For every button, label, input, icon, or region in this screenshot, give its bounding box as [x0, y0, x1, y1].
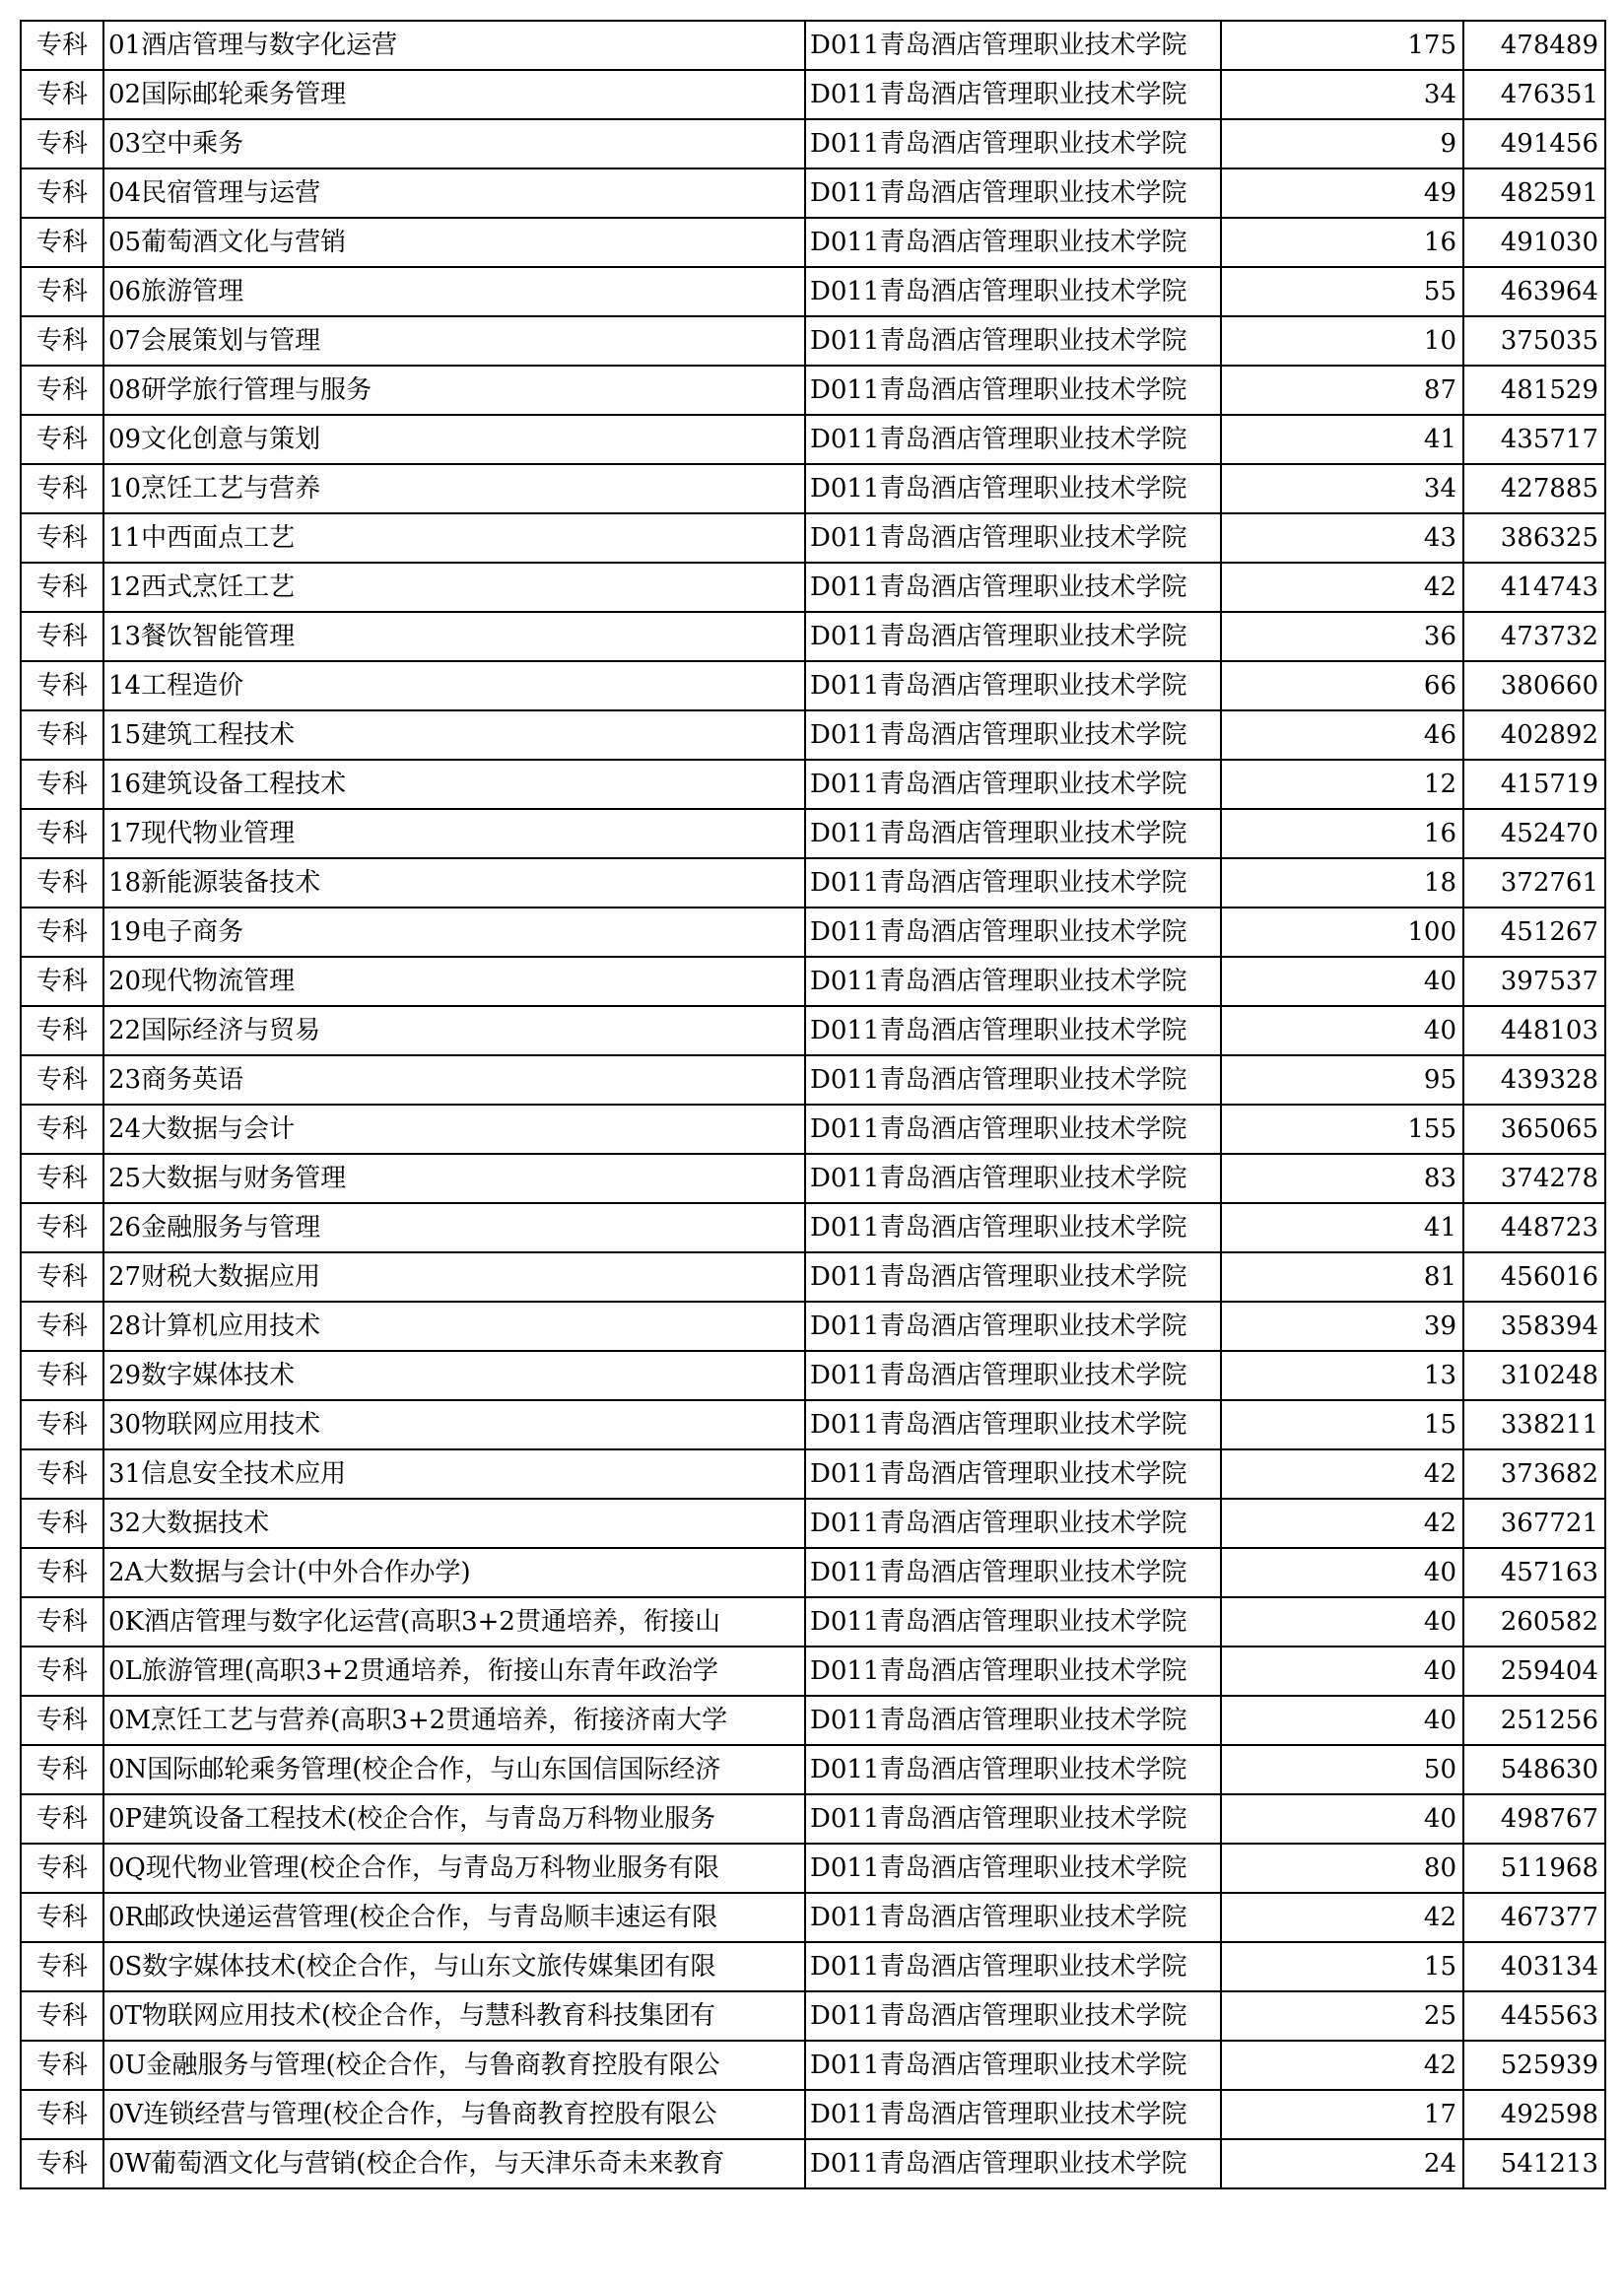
school-cell: D011青岛酒店管理职业技术学院 [805, 1844, 1221, 1893]
plan-count-cell: 13 [1221, 1351, 1463, 1400]
school-cell: D011青岛酒店管理职业技术学院 [805, 464, 1221, 513]
table-row [21, 218, 1605, 267]
major-cell: 22国际经济与贸易 [103, 1006, 805, 1055]
level-cell: 专科 [21, 661, 103, 710]
level-cell: 专科 [21, 366, 103, 415]
table-row [21, 858, 1605, 908]
table-row [21, 1942, 1605, 1991]
table-row [21, 1647, 1605, 1696]
school-cell: D011青岛酒店管理职业技术学院 [805, 661, 1221, 710]
plan-count-cell: 34 [1221, 70, 1463, 119]
major-cell: 0S数字媒体技术(校企合作，与山东文旅传媒集团有限 [103, 1942, 805, 1991]
major-cell: 11中西面点工艺 [103, 513, 805, 563]
level-cell: 专科 [21, 1055, 103, 1105]
min-rank-cell: 511968 [1463, 1844, 1605, 1893]
plan-count-cell: 10 [1221, 316, 1463, 366]
school-cell: D011青岛酒店管理职业技术学院 [805, 1499, 1221, 1548]
min-rank-cell: 397537 [1463, 957, 1605, 1006]
min-rank-cell: 473732 [1463, 612, 1605, 661]
plan-count-cell: 40 [1221, 1006, 1463, 1055]
table-row [21, 1055, 1605, 1105]
level-cell: 专科 [21, 415, 103, 464]
level-cell: 专科 [21, 1942, 103, 1991]
min-rank-cell: 498767 [1463, 1794, 1605, 1844]
major-cell: 0T物联网应用技术(校企合作，与慧科教育科技集团有 [103, 1991, 805, 2041]
plan-count-cell: 95 [1221, 1055, 1463, 1105]
min-rank-cell: 310248 [1463, 1351, 1605, 1400]
plan-count-cell: 80 [1221, 1844, 1463, 1893]
major-cell: 32大数据技术 [103, 1499, 805, 1548]
level-cell: 专科 [21, 267, 103, 316]
school-cell: D011青岛酒店管理职业技术学院 [805, 119, 1221, 168]
plan-count-cell: 100 [1221, 908, 1463, 957]
major-cell: 07会展策划与管理 [103, 316, 805, 366]
min-rank-cell: 481529 [1463, 366, 1605, 415]
table-row [21, 908, 1605, 957]
min-rank-cell: 427885 [1463, 464, 1605, 513]
min-rank-cell: 548630 [1463, 1745, 1605, 1794]
table-row [21, 809, 1605, 858]
plan-count-cell: 175 [1221, 21, 1463, 70]
min-rank-cell: 374278 [1463, 1154, 1605, 1203]
table-row [21, 2041, 1605, 2090]
major-cell: 0M烹饪工艺与营养(高职3+2贯通培养，衔接济南大学 [103, 1696, 805, 1745]
level-cell: 专科 [21, 2041, 103, 2090]
major-cell: 2A大数据与会计(中外合作办学) [103, 1548, 805, 1597]
min-rank-cell: 456016 [1463, 1252, 1605, 1302]
plan-count-cell: 155 [1221, 1105, 1463, 1154]
level-cell: 专科 [21, 2139, 103, 2188]
plan-count-cell: 55 [1221, 267, 1463, 316]
plan-count-cell: 40 [1221, 1647, 1463, 1696]
plan-count-cell: 42 [1221, 1893, 1463, 1942]
major-cell: 25大数据与财务管理 [103, 1154, 805, 1203]
level-cell: 专科 [21, 464, 103, 513]
major-cell: 05葡萄酒文化与营销 [103, 218, 805, 267]
school-cell: D011青岛酒店管理职业技术学院 [805, 809, 1221, 858]
min-rank-cell: 492598 [1463, 2090, 1605, 2139]
school-cell: D011青岛酒店管理职业技术学院 [805, 908, 1221, 957]
major-cell: 12西式烹饪工艺 [103, 563, 805, 612]
major-cell: 0K酒店管理与数字化运营(高职3+2贯通培养，衔接山 [103, 1597, 805, 1647]
plan-count-cell: 34 [1221, 464, 1463, 513]
min-rank-cell: 414743 [1463, 563, 1605, 612]
plan-count-cell: 16 [1221, 809, 1463, 858]
school-cell: D011青岛酒店管理职业技术学院 [805, 957, 1221, 1006]
plan-count-cell: 24 [1221, 2139, 1463, 2188]
table-row [21, 612, 1605, 661]
level-cell: 专科 [21, 513, 103, 563]
level-cell: 专科 [21, 1302, 103, 1351]
school-cell: D011青岛酒店管理职业技术学院 [805, 760, 1221, 809]
plan-count-cell: 42 [1221, 2041, 1463, 2090]
major-cell: 0P建筑设备工程技术(校企合作，与青岛万科物业服务 [103, 1794, 805, 1844]
min-rank-cell: 260582 [1463, 1597, 1605, 1647]
level-cell: 专科 [21, 1449, 103, 1499]
school-cell: D011青岛酒店管理职业技术学院 [805, 612, 1221, 661]
table-row [21, 1203, 1605, 1252]
major-cell: 31信息安全技术应用 [103, 1449, 805, 1499]
school-cell: D011青岛酒店管理职业技术学院 [805, 1991, 1221, 2041]
major-cell: 06旅游管理 [103, 267, 805, 316]
table-row [21, 1991, 1605, 2041]
table-row [21, 1302, 1605, 1351]
min-rank-cell: 403134 [1463, 1942, 1605, 1991]
major-cell: 28计算机应用技术 [103, 1302, 805, 1351]
table-row [21, 415, 1605, 464]
school-cell: D011青岛酒店管理职业技术学院 [805, 1597, 1221, 1647]
school-cell: D011青岛酒店管理职业技术学院 [805, 70, 1221, 119]
table-row [21, 563, 1605, 612]
plan-count-cell: 40 [1221, 1794, 1463, 1844]
level-cell: 专科 [21, 1991, 103, 2041]
major-cell: 24大数据与会计 [103, 1105, 805, 1154]
major-cell: 16建筑设备工程技术 [103, 760, 805, 809]
school-cell: D011青岛酒店管理职业技术学院 [805, 858, 1221, 908]
min-rank-cell: 358394 [1463, 1302, 1605, 1351]
min-rank-cell: 525939 [1463, 2041, 1605, 2090]
major-cell: 04民宿管理与运营 [103, 168, 805, 218]
plan-count-cell: 25 [1221, 1991, 1463, 2041]
level-cell: 专科 [21, 1696, 103, 1745]
min-rank-cell: 478489 [1463, 21, 1605, 70]
min-rank-cell: 338211 [1463, 1400, 1605, 1449]
school-cell: D011青岛酒店管理职业技术学院 [805, 1351, 1221, 1400]
table-row [21, 168, 1605, 218]
table-row [21, 760, 1605, 809]
major-cell: 01酒店管理与数字化运营 [103, 21, 805, 70]
school-cell: D011青岛酒店管理职业技术学院 [805, 1154, 1221, 1203]
plan-count-cell: 49 [1221, 168, 1463, 218]
min-rank-cell: 457163 [1463, 1548, 1605, 1597]
table-row [21, 1844, 1605, 1893]
plan-count-cell: 36 [1221, 612, 1463, 661]
plan-count-cell: 42 [1221, 1499, 1463, 1548]
plan-count-cell: 40 [1221, 957, 1463, 1006]
table-row [21, 119, 1605, 168]
level-cell: 专科 [21, 1203, 103, 1252]
plan-count-cell: 40 [1221, 1548, 1463, 1597]
major-cell: 0L旅游管理(高职3+2贯通培养，衔接山东青年政治学 [103, 1647, 805, 1696]
level-cell: 专科 [21, 612, 103, 661]
major-cell: 0V连锁经营与管理(校企合作，与鲁商教育控股有限公 [103, 2090, 805, 2139]
table-row [21, 1351, 1605, 1400]
school-cell: D011青岛酒店管理职业技术学院 [805, 513, 1221, 563]
school-cell: D011青岛酒店管理职业技术学院 [805, 1252, 1221, 1302]
school-cell: D011青岛酒店管理职业技术学院 [805, 366, 1221, 415]
min-rank-cell: 482591 [1463, 168, 1605, 218]
level-cell: 专科 [21, 908, 103, 957]
level-cell: 专科 [21, 1745, 103, 1794]
major-cell: 09文化创意与策划 [103, 415, 805, 464]
major-cell: 0Q现代物业管理(校企合作，与青岛万科物业服务有限 [103, 1844, 805, 1893]
table-body [21, 21, 1605, 2188]
table-row [21, 2090, 1605, 2139]
min-rank-cell: 451267 [1463, 908, 1605, 957]
min-rank-cell: 452470 [1463, 809, 1605, 858]
table-row [21, 21, 1605, 70]
major-cell: 20现代物流管理 [103, 957, 805, 1006]
major-cell: 18新能源装备技术 [103, 858, 805, 908]
level-cell: 专科 [21, 1105, 103, 1154]
school-cell: D011青岛酒店管理职业技术学院 [805, 415, 1221, 464]
school-cell: D011青岛酒店管理职业技术学院 [805, 1400, 1221, 1449]
major-cell: 0R邮政快递运营管理(校企合作，与青岛顺丰速运有限 [103, 1893, 805, 1942]
level-cell: 专科 [21, 1351, 103, 1400]
major-cell: 0U金融服务与管理(校企合作，与鲁商教育控股有限公 [103, 2041, 805, 2090]
min-rank-cell: 476351 [1463, 70, 1605, 119]
school-cell: D011青岛酒店管理职业技术学院 [805, 1105, 1221, 1154]
plan-count-cell: 15 [1221, 1942, 1463, 1991]
major-cell: 29数字媒体技术 [103, 1351, 805, 1400]
school-cell: D011青岛酒店管理职业技术学院 [805, 1696, 1221, 1745]
min-rank-cell: 439328 [1463, 1055, 1605, 1105]
table-row [21, 267, 1605, 316]
level-cell: 专科 [21, 1794, 103, 1844]
table-row [21, 366, 1605, 415]
min-rank-cell: 380660 [1463, 661, 1605, 710]
table-row [21, 70, 1605, 119]
table-row [21, 1449, 1605, 1499]
table-row [21, 2139, 1605, 2188]
table-row [21, 1597, 1605, 1647]
level-cell: 专科 [21, 1893, 103, 1942]
level-cell: 专科 [21, 168, 103, 218]
level-cell: 专科 [21, 1154, 103, 1203]
min-rank-cell: 435717 [1463, 415, 1605, 464]
min-rank-cell: 373682 [1463, 1449, 1605, 1499]
major-cell: 26金融服务与管理 [103, 1203, 805, 1252]
school-cell: D011青岛酒店管理职业技术学院 [805, 1055, 1221, 1105]
school-cell: D011青岛酒店管理职业技术学院 [805, 563, 1221, 612]
table-row [21, 1745, 1605, 1794]
level-cell: 专科 [21, 1252, 103, 1302]
table-row [21, 464, 1605, 513]
major-cell: 08研学旅行管理与服务 [103, 366, 805, 415]
min-rank-cell: 541213 [1463, 2139, 1605, 2188]
major-cell: 02国际邮轮乘务管理 [103, 70, 805, 119]
min-rank-cell: 375035 [1463, 316, 1605, 366]
level-cell: 专科 [21, 809, 103, 858]
plan-count-cell: 9 [1221, 119, 1463, 168]
major-cell: 27财税大数据应用 [103, 1252, 805, 1302]
school-cell: D011青岛酒店管理职业技术学院 [805, 1745, 1221, 1794]
level-cell: 专科 [21, 1548, 103, 1597]
min-rank-cell: 402892 [1463, 710, 1605, 760]
level-cell: 专科 [21, 2090, 103, 2139]
level-cell: 专科 [21, 1844, 103, 1893]
level-cell: 专科 [21, 957, 103, 1006]
min-rank-cell: 467377 [1463, 1893, 1605, 1942]
min-rank-cell: 367721 [1463, 1499, 1605, 1548]
plan-count-cell: 40 [1221, 1696, 1463, 1745]
school-cell: D011青岛酒店管理职业技术学院 [805, 1942, 1221, 1991]
min-rank-cell: 448723 [1463, 1203, 1605, 1252]
school-cell: D011青岛酒店管理职业技术学院 [805, 2090, 1221, 2139]
school-cell: D011青岛酒店管理职业技术学院 [805, 168, 1221, 218]
major-cell: 03空中乘务 [103, 119, 805, 168]
level-cell: 专科 [21, 1400, 103, 1449]
min-rank-cell: 365065 [1463, 1105, 1605, 1154]
school-cell: D011青岛酒店管理职业技术学院 [805, 1449, 1221, 1499]
plan-count-cell: 18 [1221, 858, 1463, 908]
major-cell: 10烹饪工艺与营养 [103, 464, 805, 513]
table-row [21, 1252, 1605, 1302]
table-row [21, 1499, 1605, 1548]
level-cell: 专科 [21, 858, 103, 908]
table-row [21, 316, 1605, 366]
level-cell: 专科 [21, 316, 103, 366]
plan-count-cell: 17 [1221, 2090, 1463, 2139]
table-row [21, 661, 1605, 710]
level-cell: 专科 [21, 119, 103, 168]
plan-count-cell: 40 [1221, 1597, 1463, 1647]
min-rank-cell: 463964 [1463, 267, 1605, 316]
table-row [21, 1893, 1605, 1942]
plan-count-cell: 43 [1221, 513, 1463, 563]
level-cell: 专科 [21, 563, 103, 612]
school-cell: D011青岛酒店管理职业技术学院 [805, 1794, 1221, 1844]
level-cell: 专科 [21, 1647, 103, 1696]
major-cell: 23商务英语 [103, 1055, 805, 1105]
school-cell: D011青岛酒店管理职业技术学院 [805, 2041, 1221, 2090]
min-rank-cell: 448103 [1463, 1006, 1605, 1055]
school-cell: D011青岛酒店管理职业技术学院 [805, 21, 1221, 70]
plan-count-cell: 46 [1221, 710, 1463, 760]
school-cell: D011青岛酒店管理职业技术学院 [805, 1548, 1221, 1597]
level-cell: 专科 [21, 710, 103, 760]
table-row [21, 957, 1605, 1006]
major-cell: 14工程造价 [103, 661, 805, 710]
school-cell: D011青岛酒店管理职业技术学院 [805, 1302, 1221, 1351]
table-row [21, 1794, 1605, 1844]
school-cell: D011青岛酒店管理职业技术学院 [805, 1203, 1221, 1252]
school-cell: D011青岛酒店管理职业技术学院 [805, 316, 1221, 366]
level-cell: 专科 [21, 1499, 103, 1548]
level-cell: 专科 [21, 1006, 103, 1055]
table-row [21, 1400, 1605, 1449]
major-cell: 17现代物业管理 [103, 809, 805, 858]
min-rank-cell: 415719 [1463, 760, 1605, 809]
school-cell: D011青岛酒店管理职业技术学院 [805, 2139, 1221, 2188]
plan-count-cell: 42 [1221, 563, 1463, 612]
plan-count-cell: 15 [1221, 1400, 1463, 1449]
table-row [21, 1154, 1605, 1203]
major-cell: 15建筑工程技术 [103, 710, 805, 760]
min-rank-cell: 491030 [1463, 218, 1605, 267]
admission-table [20, 20, 1606, 2189]
major-cell: 30物联网应用技术 [103, 1400, 805, 1449]
plan-count-cell: 50 [1221, 1745, 1463, 1794]
level-cell: 专科 [21, 21, 103, 70]
plan-count-cell: 42 [1221, 1449, 1463, 1499]
level-cell: 专科 [21, 760, 103, 809]
school-cell: D011青岛酒店管理职业技术学院 [805, 1647, 1221, 1696]
school-cell: D011青岛酒店管理职业技术学院 [805, 1006, 1221, 1055]
plan-count-cell: 41 [1221, 415, 1463, 464]
plan-count-cell: 87 [1221, 366, 1463, 415]
school-cell: D011青岛酒店管理职业技术学院 [805, 267, 1221, 316]
table-row [21, 1548, 1605, 1597]
level-cell: 专科 [21, 1597, 103, 1647]
plan-count-cell: 83 [1221, 1154, 1463, 1203]
school-cell: D011青岛酒店管理职业技术学院 [805, 218, 1221, 267]
table-row [21, 710, 1605, 760]
plan-count-cell: 81 [1221, 1252, 1463, 1302]
min-rank-cell: 259404 [1463, 1647, 1605, 1696]
plan-count-cell: 39 [1221, 1302, 1463, 1351]
major-cell: 0N国际邮轮乘务管理(校企合作，与山东国信国际经济 [103, 1745, 805, 1794]
school-cell: D011青岛酒店管理职业技术学院 [805, 710, 1221, 760]
plan-count-cell: 41 [1221, 1203, 1463, 1252]
plan-count-cell: 12 [1221, 760, 1463, 809]
table-row [21, 1105, 1605, 1154]
major-cell: 0W葡萄酒文化与营销(校企合作，与天津乐奇未来教育 [103, 2139, 805, 2188]
level-cell: 专科 [21, 218, 103, 267]
table-row [21, 1006, 1605, 1055]
level-cell: 专科 [21, 70, 103, 119]
plan-count-cell: 16 [1221, 218, 1463, 267]
major-cell: 19电子商务 [103, 908, 805, 957]
major-cell: 13餐饮智能管理 [103, 612, 805, 661]
min-rank-cell: 372761 [1463, 858, 1605, 908]
min-rank-cell: 445563 [1463, 1991, 1605, 2041]
school-cell: D011青岛酒店管理职业技术学院 [805, 1893, 1221, 1942]
plan-count-cell: 66 [1221, 661, 1463, 710]
min-rank-cell: 491456 [1463, 119, 1605, 168]
table-row [21, 1696, 1605, 1745]
min-rank-cell: 386325 [1463, 513, 1605, 563]
min-rank-cell: 251256 [1463, 1696, 1605, 1745]
table-row [21, 513, 1605, 563]
